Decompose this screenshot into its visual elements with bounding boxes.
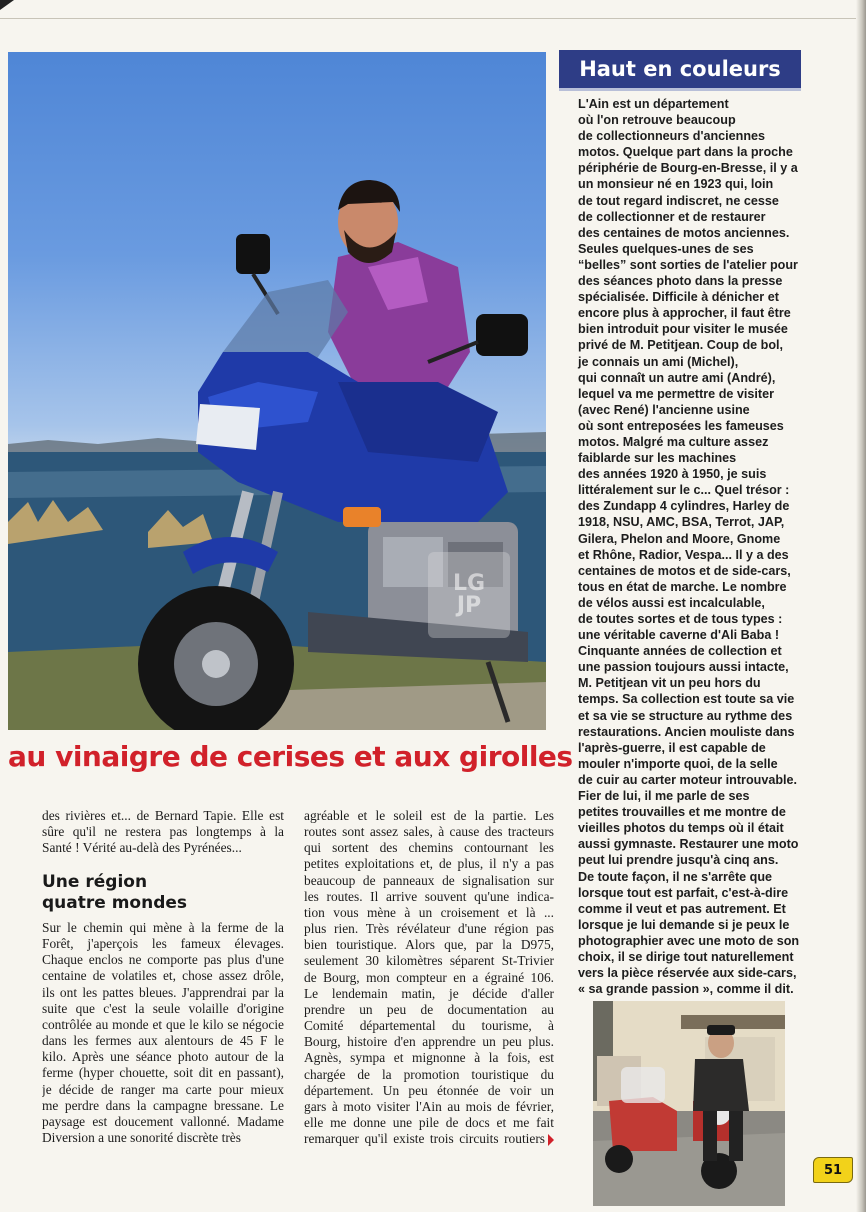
page-edge-shadow xyxy=(856,0,866,1212)
body-text-line: suite que c'est la seule volaille d'origine xyxy=(42,1000,284,1016)
body-text-line: Santé ! Vérité au-delà des Pyrénées... xyxy=(42,840,242,856)
sidebar-text-line: vieilles photos du temps où il était xyxy=(578,821,784,836)
sidebar-text-line: privé de M. Petitjean. Coup de bol, xyxy=(578,338,784,353)
sidebar-text-line: périphérie de Bourg-en-Bresse, il y a xyxy=(578,161,798,176)
sidebar-text-line: des années 1920 à 1950, je suis xyxy=(578,467,767,482)
body-text-line: kilo. Après une séance photo autour de la xyxy=(42,1049,284,1065)
headline: au vinaigre de cerises et aux girolles xyxy=(8,740,573,773)
body-text-line: centaine de volatiles et, chose assez drôle, xyxy=(42,968,284,984)
sidebar-text-line: petites trouvailles et me montre de xyxy=(578,805,786,820)
sidebar-text-line: des centaines de motos anciennes. xyxy=(578,225,790,240)
sidebar-text-line: L'Ain est un département xyxy=(578,97,729,111)
body-text-line: plus rien. Très révélateur d'une région pas xyxy=(304,921,554,937)
body-text-line: chargée de la promotion touristique du xyxy=(304,1066,554,1082)
sidebar-text-line: photographier avec une moto de son xyxy=(578,933,800,948)
body-column-left-intro xyxy=(42,808,284,856)
sidebar-text-line: 1918, NSU, AMC, BSA, Terrot, JAP, xyxy=(578,515,785,530)
body-text-line: Forêt, j'aperçois les fameux élevages. xyxy=(42,936,284,952)
body-column-left xyxy=(42,920,284,1146)
sidebar-text-line: lorsque tout est parfait, c'est-à-dire xyxy=(578,885,789,900)
body-text-line: elle me donne une pile de docs et me fait xyxy=(304,1114,554,1130)
body-text-line: Le lendemain matin, je décide d'aller xyxy=(304,985,554,1001)
body-column-middle xyxy=(304,808,554,1147)
top-rule xyxy=(0,18,866,19)
body-text-line: prendre un peu de documentation au xyxy=(304,1001,554,1017)
sidebar-text-line: Seules quelques-unes de ses xyxy=(578,241,754,256)
body-text-line: gars à moto visiter l'Ain au mois de février, xyxy=(304,1098,554,1114)
body-text-line: Comité départemental du tourisme, à xyxy=(304,1018,554,1034)
corner-mark xyxy=(0,0,14,10)
subheading-line: Une région xyxy=(42,872,148,892)
body-text-line: Diversion a une sonorité discrète très xyxy=(42,1130,241,1146)
continuation-arrow-icon xyxy=(548,1134,554,1146)
sidebar-text-line: qui connaît un autre ami (André), xyxy=(578,370,776,385)
sidebar-text-line: où sont entreposées les fameuses xyxy=(578,418,784,433)
sidebar-text-line: de collectionner et de restaurer xyxy=(578,209,766,224)
sidebar-text-line: faiblarde sur les machines xyxy=(578,451,737,466)
sidecar-photo xyxy=(593,1001,785,1206)
sidebar-text-line: (avec René) l'ancienne usine xyxy=(578,402,750,417)
sidebar-text-line: une passion toujours aussi intacte, xyxy=(578,660,789,675)
sidebar-text-line: lorsque je lui demande si je peux le xyxy=(578,917,790,932)
body-text-line: ils ont les pattes bleues. J'apprendrai par la xyxy=(42,984,284,1000)
sidebar-text-line: motos. Malgré ma culture assez xyxy=(578,434,769,449)
body-text-line: les routes. Il arrive souvent qu'une indica- xyxy=(304,888,554,904)
body-text-line: Chaque enclos ne comporte pas plus d'une xyxy=(42,952,284,968)
sidebar-text-line: je connais un ami (Michel), xyxy=(578,354,739,369)
sidebar-text-line: peut lui prendre jusqu'à cinq ans. xyxy=(578,853,779,868)
body-text-line: qui sortent des chemins contournant les xyxy=(304,840,554,856)
motorcycle-rider-photo xyxy=(8,52,546,730)
sidebar-text-line: comme il veut et pas autrement. Et xyxy=(578,901,786,916)
sidebar-text-line: Fier de lui, il me parle de ses xyxy=(578,789,750,804)
sidebar-text-line: et sa vie se structure au rythme des xyxy=(578,708,793,723)
body-text-line: sûre qu'il ne restera pas longtemps à la xyxy=(42,824,284,840)
sidebar-text-line: restaurations. Ancien mouliste dans xyxy=(578,724,795,739)
sidebar-text-line: de tout regard indiscret, ne cesse xyxy=(578,193,779,208)
body-text-line: agréable et le soleil est de la partie. Les xyxy=(304,808,554,823)
sidebar-text-line: De toute façon, il ne s'arrête que xyxy=(578,869,773,884)
body-text-line: je décide de ranger ma carte pour mieux xyxy=(42,1081,284,1097)
body-text-line: petites exploitations et, de plus, il n'y a pas xyxy=(304,856,554,872)
body-text-line: paysage est doucement vallonné. Madame xyxy=(42,1113,284,1129)
sidebar-text-line: de toutes sortes et de tous types : xyxy=(578,612,783,626)
body-text-line: me perdre dans la campagne bressane. Le xyxy=(42,1097,284,1113)
sidebar-text-line: et Rhône, Radior, Vespa... Il y a des xyxy=(578,547,789,562)
sidebar-text-line: “belles” sont sorties de l'atelier pour xyxy=(578,257,798,272)
sidebar-text-line: lequel va me permettre de visiter xyxy=(578,386,774,401)
sidebar-text-line: bien introduit pour visiter le musée xyxy=(578,322,788,337)
body-text-line: des rivières et... de Bernard Tapie. Elle est xyxy=(42,808,284,823)
sidebar-text-line: mouler n'importe quoi, de la selle xyxy=(578,756,778,771)
sidebar-text-line: motos. Quelque part dans la proche xyxy=(578,145,793,160)
sidebar-text-line: vers la pièce réservée aux side-cars, xyxy=(578,966,797,981)
sidebar-text-line: « sa grande passion », comme il dit. xyxy=(578,982,794,997)
sidebar-title: Haut en couleurs xyxy=(559,50,801,91)
sidebar-text-line: des Zundapp 4 cylindres, Harley de xyxy=(578,499,790,514)
sidebar-text-line: Gilera, Phelon and Moore, Gnome xyxy=(578,531,781,546)
sidebar-text-line: littéralement sur le c... Quel trésor : xyxy=(578,483,790,498)
body-text-line: routes sont assez sales, à cause des tracteurs xyxy=(304,824,554,840)
sidebar-text-line: centaines de motos et de side-cars, xyxy=(578,563,791,578)
sidebar-text-line: tous en état de marche. Le nombre xyxy=(578,579,787,594)
subheading-line: quatre mondes xyxy=(42,892,188,913)
body-text-line: de Bourg, mon compteur en a égrainé 106. xyxy=(304,969,554,985)
sidecar-illustration xyxy=(593,1001,785,1206)
sidebar-text-line: de vélos aussi est incalculable, xyxy=(578,595,765,610)
sidebar-text-line: des séances photo dans la presse xyxy=(578,274,783,289)
sidebar-text-line: l'après-guerre, il est capable de xyxy=(578,740,766,755)
section-subheading xyxy=(42,872,282,913)
body-text-line: tion vous mène à un croisement et là ... xyxy=(304,904,554,920)
body-text-line: bien touristique. Alors que, par la D975, xyxy=(304,937,554,953)
body-text-line: Bourg, histoire d'en apprendre un peu plus. xyxy=(304,1034,554,1050)
body-text-line: département. Un peu étonnée de voir un xyxy=(304,1082,554,1098)
body-text-line: remarquer qu'il existe trois circuits routiers xyxy=(304,1131,554,1147)
sidebar-text-line: Cinquante années de collection et xyxy=(578,644,782,659)
sidebar-text-line: un monsieur né en 1923 qui, loin xyxy=(578,177,774,192)
sidebar-text-line: aussi gymnaste. Restaurer une moto xyxy=(578,837,799,852)
page-number: 51 xyxy=(813,1157,853,1183)
body-text-line: contrôlée au monde et que le kilo se négocie xyxy=(42,1016,284,1032)
sidebar-body xyxy=(578,96,804,997)
body-text-line: dans les fermes aux alentours de 45 F le xyxy=(42,1033,284,1049)
body-text-line: ferme (hyper chouette, soit dit en passant), xyxy=(42,1065,284,1081)
sidebar-text-line: M. Petitjean vit un peu hors du xyxy=(578,676,761,691)
sidebar-text-line: une véritable caverne d'Ali Baba ! xyxy=(578,628,780,643)
sidebar-text-line: spécialisée. Difficile à dénicher et xyxy=(578,290,779,305)
sidebar-text-line: choix, il se dirige tout naturellement xyxy=(578,949,794,964)
sidebar-text-line: de cuir au carter moteur introuvable. xyxy=(578,772,798,787)
photo-watermark: LG JP xyxy=(428,552,510,638)
sidebar-text-line: temps. Sa collection est toute sa vie xyxy=(578,692,795,707)
body-text-line: Sur le chemin qui mène à la ferme de la xyxy=(42,920,284,935)
sidebar-text-line: où l'on retrouve beaucoup xyxy=(578,113,736,128)
body-text-line: seulement 30 kilomètres séparent St-Trivier xyxy=(304,953,554,969)
body-text-line: beaucoup de panneaux de signalisation sur xyxy=(304,872,554,888)
sidebar-text-line: de collectionneurs d'anciennes xyxy=(578,129,766,144)
body-text-line: Agnès, sympa et mignonne à la fois, est xyxy=(304,1050,554,1066)
sidebar-text-line: encore plus à approcher, il faut être xyxy=(578,306,791,321)
